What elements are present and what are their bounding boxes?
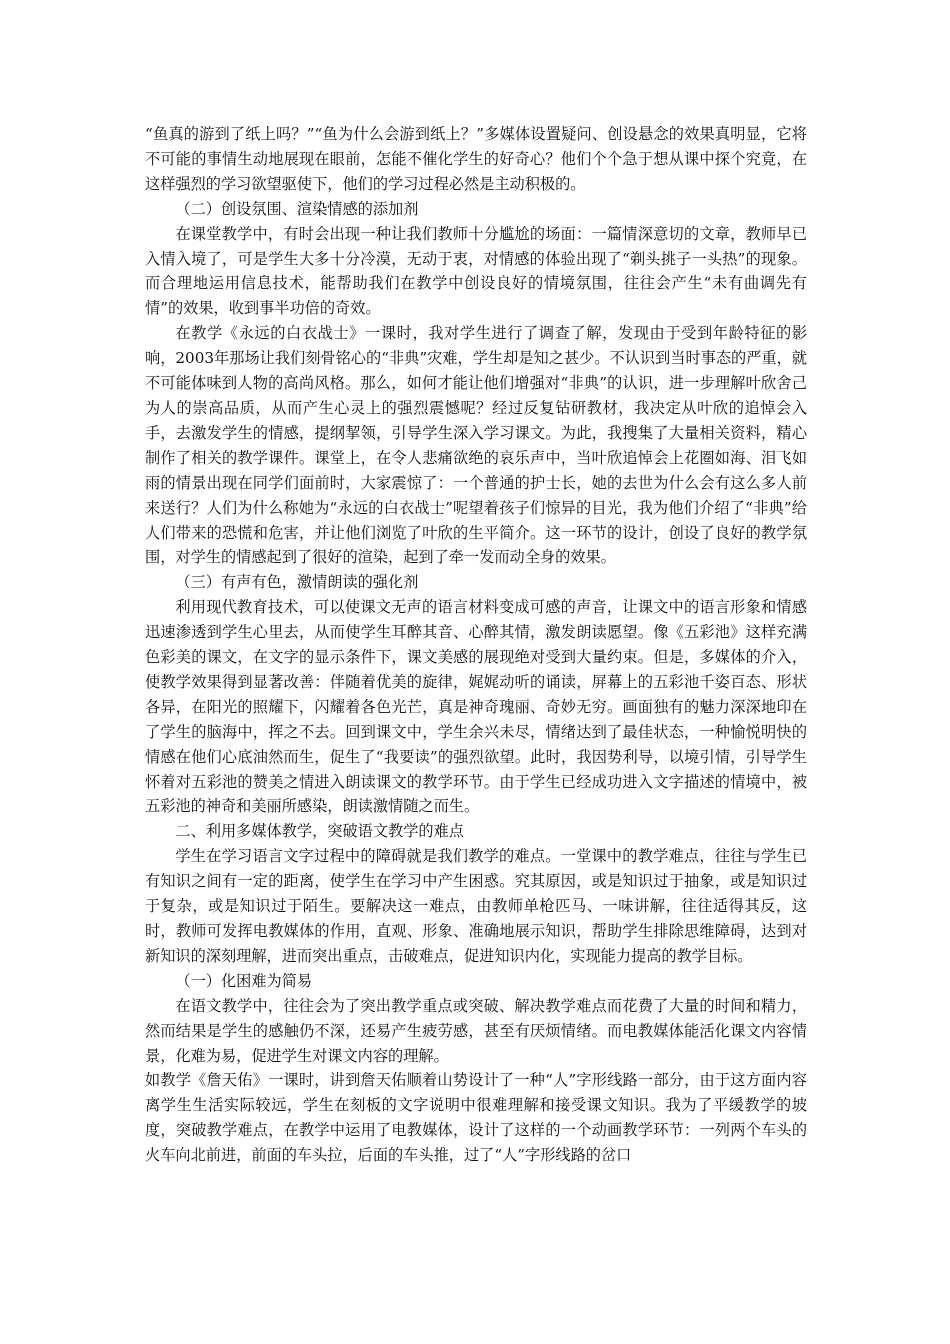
paragraph-6: 利用现代教育技术，可以使课文无声的语言材料变成可感的声音，让课文中的语言形象和情感迅速渗透到学生心里去，从而使学生耳醉其音、心醉其情，激发朗读愿望。像《五彩池》这样充满色彩美的课文，在文字的显示条件下，课文美感的展现绝对受到大量约束。但是，多媒体的介入，使教学效果得到显著改善：伴随着优美的旋律，娓娓动听的诵读，屏幕上的五彩池千姿百态、形状各异，在阳光的照耀下，闪耀着各色光芒，真是神奇瑰丽、奇妙无穷。画面独有的魅力深深地印在了学生的脑海中，挥之不去。回到课文中，学生余兴未尽，情绪达到了最佳状态，一种愉悦明快的情感在他们心底油然而生，促生了“我要读”的强烈欲望。此时，我因势利导，以境引情，引导学生怀着对五彩池的赞美之情进入朗读课文的教学环节。由于学生已经成功进入文字描述的情境中，被五彩池的神奇和美丽所感染，朗读激情随之而生。 <box>145 598 807 816</box>
paragraph-1: “鱼真的游到了纸上吗？”“鱼为什么会游到纸上？”多媒体设置疑问、创设悬念的效果真明显，它将不可能的事情生动地展现在眼前，怎能不催化学生的好奇心？他们个个急于想从课中探个究竟，在这样强烈的学习欲望驱使下，他们的学习过程必然是主动积极的。 <box>145 125 807 193</box>
section-heading-1: （一）化困难为简易 <box>175 971 313 990</box>
section-heading-2: （二）创设氛围、渲染情感的添加剂 <box>175 199 419 218</box>
paragraph-4: 在教学《永远的白衣战士》一课时，我对学生进行了调查了解，发现由于受到年龄特征的影响，2003年那场让我们刻骨铭心的“非典”灾难，学生却是知之甚少。不认识到当时事态的严重，就不可能体味到人物的高尚风格。那么，如何才能让他们增强对“非典”的认识，进一步理解叶欣舍己为人的崇高品质，从而产生心灵上的强烈震憾呢？经过反复钻研教材，我决定从叶欣的追悼会入手，去激发学生的情感，提纲挈领，引导学生深入学习课文。为此，我搜集了大量相关资料，精心制作了相关的教学课件。课堂上，在令人悲痛欲绝的哀乐声中，当叶欣追悼会上花圈如海、泪飞如雨的情景出现在同学们面前时，大家震惊了：一个普通的护士长，她的去世为什么会有这么多人前来送行？人们为什么称她为“永远的白衣战士”呢望着孩子们惊异的目光，我为他们介绍了“非典”给人们带来的恐慌和危害，并让他们浏览了叶欣的生平简介。这一环节的设计，创设了良好的教学氛围，对学生的情感起到了很好的渲染，起到了牵一发而动全身的效果。 <box>145 324 807 567</box>
paragraph-10: 在语文教学中，往往会为了突出教学重点或突破、解决教学难点而花费了大量的时间和精力，然而结果是学生的感触仍不深，还易产生疲劳感，甚至有厌烦情绪。而电教媒体能活化课文内容情景，化难为易，促进学生对课文内容的理解。 <box>145 996 807 1065</box>
section-heading-3: （三）有声有色，激情朗读的强化剂 <box>175 573 419 592</box>
paragraph-8: 学生在学习语言文字过程中的障碍就是我们教学的难点。一堂课中的教学难点，往往与学生已有知识之间有一定的距离，使学生在学习中产生困惑。究其原因，或是知识过于抽象，或是知识过于复杂，或是知识过于陌生。要解决这一难点，由教师单枪匹马、一味讲解，往往适得其反，这时，教师可发挥电教媒体的作用，直观、形象、准确地展示知识，帮助学生排除思维障碍，达到对新知识的深刻理解，进而突出重点，击破难点，促进知识内化，实现能力提高的教学目标。 <box>145 847 807 965</box>
document-page <box>145 122 807 1168</box>
paragraph-3: 在课堂教学中，有时会出现一种让我们教师十分尴尬的场面：一篇情深意切的文章，教师早已入情入境了，可是学生大多十分冷漠，无动于衷，对情感的体验出现了“剃头挑子一头热”的现象。而合理地运用信息技术，能帮助我们在教学中创设良好的情境氛围，往往会产生“未有曲调先有情”的效果，收到事半功倍的奇效。 <box>145 224 807 318</box>
paragraph-11: 如教学《詹天佑》一课时，讲到詹天佑顺着山势设计了一种“人”字形线路一部分，由于这方面内容离学生生活实际较远，学生在刻板的文字说明中很难理解和接受课文知识。我为了平缓教学的坡度，突破教学难点，在教学中运用了电教媒体，设计了这样的一个动画教学环节：一列两个车头的火车向北前进，前面的车头拉，后面的车头推，过了“人”字形线路的岔口 <box>145 1071 807 1165</box>
section-heading-main-2: 二、利用多媒体教学，突破语文教学的难点 <box>175 822 464 841</box>
